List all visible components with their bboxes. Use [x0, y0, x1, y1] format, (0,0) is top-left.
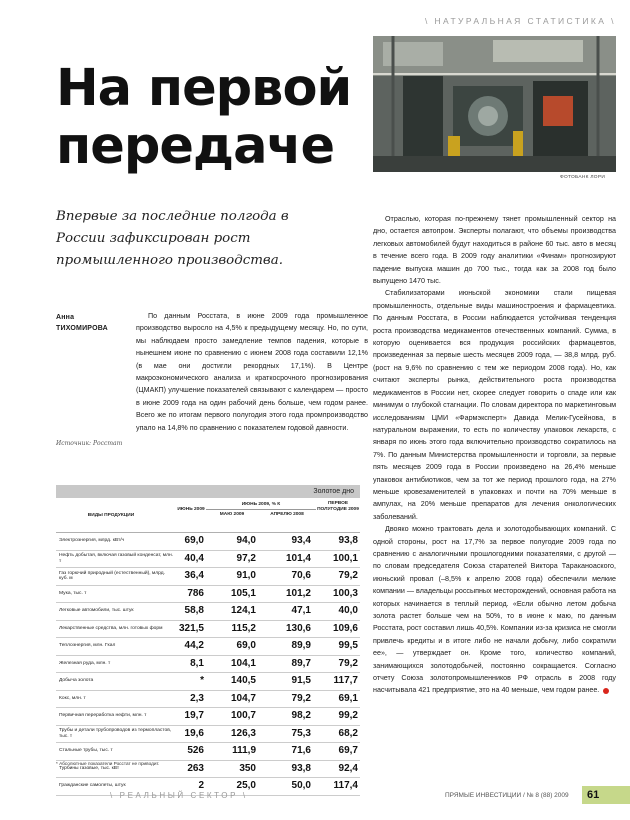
row-product-name: Легковые автомобили, тыс. штук: [59, 608, 134, 614]
row-value-april: 50,0: [291, 780, 311, 791]
body-column-middle: [136, 310, 368, 434]
row-value-april: 93,8: [291, 762, 311, 774]
page-number: 61: [587, 789, 600, 801]
row-value-may: 124,1: [230, 605, 256, 616]
header-april: АПРЕЛЮ 2008: [270, 512, 304, 517]
source-note: Источник: Росстат: [56, 440, 123, 447]
author-last-name: ТИХОМИРОВА: [56, 325, 108, 332]
row-value-may: 105,1: [230, 587, 256, 599]
row-value-june: 8,1: [190, 657, 204, 669]
row-value-half-year: 99,2: [338, 710, 358, 721]
row-value-june: 36,4: [184, 570, 204, 581]
row-product-name: Турбины газовые, тыс. кВт: [59, 765, 120, 771]
row-value-may: 350: [239, 762, 256, 774]
row-product-name: Газ горючий природный (естественный), млрд. куб. м: [59, 570, 165, 581]
row-value-half-year: 40,0: [338, 605, 358, 616]
body-paragraph: Отраслью, которая по-прежнему тянет промышленный сектор на дно, остается автопром. Эксперты полагают, что объемы производства легковых автомобилей будут находиться в районе 60 тыс. авто в месяц в течение всего года. В 2009 году аналитики «Финам» прогнозируют падение выпуска машин до 700 тыс., тогда как за 2008 год было выпущено 1470 тыс.: [373, 215, 616, 286]
row-value-half-year: 93,8: [338, 535, 358, 546]
row-value-april: 91,5: [291, 675, 311, 686]
headline-line-1: На первой: [56, 59, 352, 118]
factory-photo-illustration: [373, 36, 616, 172]
row-product-name: Трубы и детали трубопроводов из термопластов, тыс. т: [59, 728, 172, 739]
photo-credit: ФОТОБАНК ЛОРИ: [560, 175, 606, 180]
author-byline: [56, 312, 108, 334]
row-value-april: 47,1: [291, 605, 311, 616]
row-value-may: 94,0: [236, 535, 256, 546]
body-paragraph-text: Двояко можно трактовать дела и золотодобывающих компаний. С одной стороны, рост на 17,7% за первое полугодие 2009 года по сравнению с аналогичными прошлогодними показателями, с другой — по словам председателя Союза старателей Виктора Тараканоаского, июньский провал (–8,5% к апрелю 2008 года) обеспечили мелкие компании — владельцы россыпных месторождений, основная работа на которых начинается в теплый период. «Если обычно летом добыча золота растет больше чем на 50%, то в июне к маю, по данным Росстата, рост составил лишь 40,5%. Компании из-за кризиса не смогли привлечь кредиты и в итоге либо не начали добычу, либо сократили ее», — утверждает он. Кроме того, количество компаний, занимающихся золотодобычей, постоянно сокращается. Согласно отчету Союза золотопромышленников РФ отрасль в 2008 году насчитывала 421 предприятие, это на 40 меньше, чем годом ранее.: [373, 525, 616, 695]
row-value-half-year: 79,2: [338, 657, 358, 669]
row-product-name: Мука, тыс. т: [59, 590, 87, 596]
body-paragraph: По данным Росстата, в июне 2009 года промышленное производство выросло на 4,5% к предыдущему месяцу. Но, по сути, мы наблюдаем просто замедление темпов падения, которые в нынешнем июне по сравнению с июнем 2008 года составили 12,1% (в мае они достигли рекордных 17,1%). В Центре макроэкономического анализа и краткосрочного прогнозирования (ЦМАКП) улучшение показателей связывают с календарем — просто в июне 2009 года на один рабочий день больше, чем годом ранее. Всего же по итогам первого полугодия этого года промпроизводство упало на 14,8% по сравнению с показателем годовой давности.: [136, 312, 368, 432]
row-value-may: 104,7: [230, 692, 256, 704]
table-row: [56, 708, 360, 726]
row-value-may: 104,1: [230, 657, 256, 669]
row-value-june: 321,5: [178, 622, 204, 634]
row-value-may: 100,7: [230, 710, 256, 721]
table-title: Золотое дно: [56, 485, 360, 498]
row-value-half-year: 100,1: [332, 552, 358, 564]
row-value-april: 101,4: [285, 552, 311, 564]
row-value-april: 89,7: [291, 657, 311, 669]
row-product-name: Первичная переработка нефти, млн. т: [59, 713, 147, 719]
header-product: ВИДЫ ПРОДУКЦИИ: [87, 513, 135, 518]
headline: [56, 60, 351, 176]
statistics-table: [56, 485, 360, 796]
factory-photo: [373, 36, 616, 172]
table-row: [56, 621, 360, 639]
lead-paragraph: Впервые за последние полгода в России зафиксирован рост промышленного производства.: [56, 209, 289, 268]
row-value-april: 71,6: [291, 745, 311, 756]
row-value-june: 19,7: [184, 710, 204, 721]
table-row: [56, 551, 360, 569]
table-footnote: * Абсолютные показатели Росстат не приводит.: [56, 761, 160, 766]
row-value-april: 70,6: [291, 570, 311, 581]
row-value-half-year: 117,7: [333, 675, 358, 686]
row-product-name: Стальные трубы, тыс. т: [59, 748, 113, 754]
row-value-half-year: 109,6: [332, 622, 358, 634]
row-product-name: Лекарственные средства, млн. готовых форм: [59, 625, 163, 631]
row-value-june: 44,2: [184, 640, 204, 651]
row-value-may: 115,2: [231, 622, 256, 634]
row-value-may: 25,0: [236, 780, 256, 791]
row-value-june: 19,6: [184, 727, 204, 739]
headline-line-2: передаче: [56, 117, 335, 176]
header-group: ИЮНЬ 2009, % К: [206, 502, 316, 510]
row-value-april: 130,6: [285, 622, 311, 634]
footer-section-label: \ РЕАЛЬНЫЙ СЕКТОР \: [110, 791, 248, 800]
row-product-name: Теплоэнергия, млн. Гкал: [59, 643, 116, 649]
row-value-june: 263: [187, 762, 204, 774]
row-product-name: Кокс, млн. т: [59, 695, 86, 701]
row-value-half-year: 79,2: [338, 570, 358, 581]
table-row: [56, 673, 360, 691]
row-value-june: 526: [187, 745, 204, 756]
row-value-half-year: 99,5: [338, 640, 358, 651]
row-value-may: 111,9: [232, 745, 256, 756]
row-value-half-year: 69,7: [338, 745, 358, 756]
table-row: [56, 638, 360, 656]
table-body: [56, 533, 360, 796]
row-product-name: Электроэнергия, млрд. кВт/ч: [59, 538, 125, 544]
row-value-june: 40,4: [184, 552, 204, 564]
row-value-half-year: 68,2: [338, 727, 358, 739]
header-may: МАЮ 2009: [219, 512, 245, 517]
row-value-april: 93,4: [291, 535, 311, 546]
row-value-june: 786: [187, 587, 204, 599]
row-value-half-year: 69,1: [338, 692, 358, 704]
row-value-june: 2,3: [190, 692, 204, 704]
row-value-april: 89,9: [291, 640, 311, 651]
row-value-may: 97,2: [236, 552, 256, 564]
table-header: [56, 498, 360, 533]
end-of-article-mark-icon: [603, 688, 609, 694]
table-row: [56, 656, 360, 674]
row-value-june: *: [200, 675, 204, 686]
body-paragraph: Стабилизаторами июньской экономики стали пищевая промышленность, отдельные виды машиностроения и фармацевтика. По данным Росстата, в России наблюдается устойчивая тенденция роста производства медикаментов отечественных компаний. Сумма, в которую оценивается вся продукция российских фармацевтов, произведенная за первые шесть месяцев 2009 года, — 38,8 млрд. руб. (рост на 9,6% по сравнению с тем же периодом 2008 года). Но, как считают эксперты рынка, действительного роста производства медикаментов в России нет, скорее следует говорить о спаде или как минимум о глубокой стагнации. По словам директора по маркетинговым исследованиям ЦМИ «Фармэксперт» Давида Мелик-Гусейнова, в натуральном выражении, то есть по количеству упаковок лекарств, с января по июнь этого года включительно производство сократилось на 7%. По данным Министерства промышленности и торговли, за первые пять месяцев 2009 года в России произведено на 26,4% меньше упаковок антибиотиков, чем за тот же период прошлого года, на 27% меньше кровезаменителей в упаковках и почти на 70% меньше в ампулах, на 20% меньше препаратов для лечения онкологических заболеваний.: [373, 289, 616, 521]
footer-publication: ПРЯМЫЕ ИНВЕСТИЦИИ / № 8 (88) 2009: [445, 792, 569, 799]
row-value-april: 101,2: [285, 587, 311, 599]
row-value-june: 2: [198, 780, 204, 791]
header-half-year: ПЕРВОЕ ПОЛУГОДИЕ 2009: [317, 501, 359, 512]
section-label: \ НАТУРАЛЬНАЯ СТАТИСТИКА \: [425, 16, 616, 26]
row-product-name: Гражданские самолеты, штук: [59, 783, 126, 789]
row-product-name: Добыча золота: [59, 678, 94, 684]
row-value-may: 126,3: [230, 727, 256, 739]
table-row: [56, 743, 360, 761]
table-row: [56, 586, 360, 604]
row-value-may: 69,0: [236, 640, 256, 651]
header-june: ИЮНЬ 2009: [177, 507, 205, 512]
row-value-june: 69,0: [184, 535, 204, 546]
row-value-half-year: 92,4: [338, 762, 358, 774]
row-value-april: 75,3: [291, 727, 311, 739]
row-value-april: 98,2: [291, 710, 311, 721]
body-column-right: [373, 213, 616, 697]
row-value-may: 91,0: [236, 570, 256, 581]
author-first-name: Анна: [56, 314, 75, 321]
row-value-april: 79,2: [291, 692, 311, 704]
row-value-june: 58,8: [184, 605, 204, 616]
table-row: [56, 533, 360, 551]
table-row: [56, 568, 360, 586]
row-value-half-year: 117,4: [333, 780, 358, 791]
row-product-name: Железная руда, млн. т: [59, 660, 111, 666]
body-paragraph: [373, 523, 616, 697]
row-product-name: Нефть добытая, включая газовый конденсат, млн. т: [59, 553, 174, 564]
table-row: [56, 726, 360, 744]
table-row: [56, 691, 360, 709]
row-value-half-year: 100,3: [332, 587, 358, 599]
row-value-may: 140,5: [230, 675, 256, 686]
table-row: [56, 603, 360, 621]
